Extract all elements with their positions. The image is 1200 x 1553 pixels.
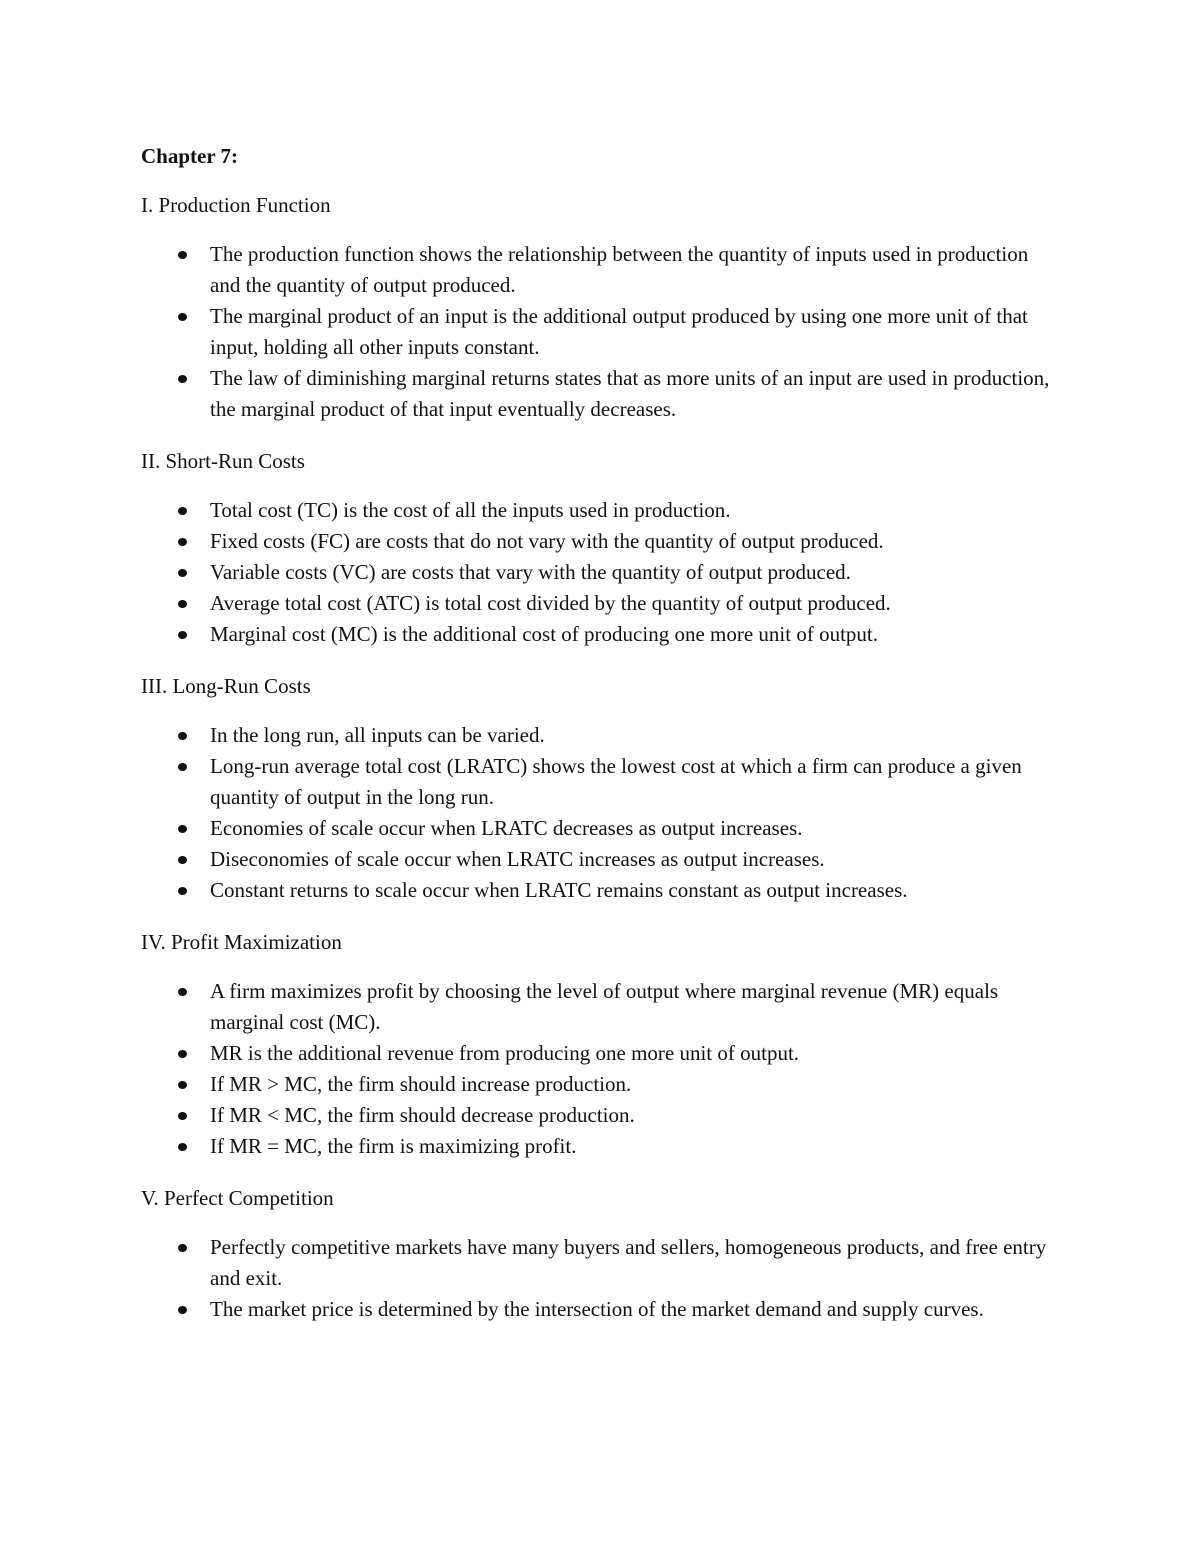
- bullet-item: Economies of scale occur when LRATC decreases as output increases.: [210, 813, 1060, 844]
- bullet-item: If MR > MC, the firm should increase production.: [210, 1069, 1060, 1100]
- bullet-item: The law of diminishing marginal returns states that as more units of an input are used in production, the marginal product of that input eventually decreases.: [210, 363, 1060, 425]
- section-heading: II. Short-Run Costs: [141, 449, 305, 473]
- bullet-item: Long-run average total cost (LRATC) shows the lowest cost at which a firm can produce a given quantity of output in the long run.: [210, 751, 1060, 813]
- bullet-item: Fixed costs (FC) are costs that do not vary with the quantity of output produced.: [210, 526, 1060, 557]
- section-heading: I. Production Function: [141, 193, 331, 217]
- bullet-item: Diseconomies of scale occur when LRATC increases as output increases.: [210, 844, 1060, 875]
- bullet-item: The market price is determined by the intersection of the market demand and supply curves.: [210, 1294, 1060, 1325]
- section-perfect-competition: [141, 1183, 1080, 1325]
- bullet-item: If MR < MC, the firm should decrease production.: [210, 1100, 1060, 1131]
- bullet-item: The production function shows the relationship between the quantity of inputs used in production and the quantity of output produced.: [210, 239, 1060, 301]
- bullet-list: [141, 1232, 1080, 1325]
- bullet-list: [141, 976, 1080, 1162]
- bullet-item: Constant returns to scale occur when LRATC remains constant as output increases.: [210, 875, 1060, 906]
- bullet-item: MR is the additional revenue from producing one more unit of output.: [210, 1038, 1060, 1069]
- section-heading: IV. Profit Maximization: [141, 930, 342, 954]
- section-production-function: [141, 190, 1080, 425]
- section-heading: V. Perfect Competition: [141, 1186, 334, 1210]
- section-short-run-costs: [141, 446, 1080, 650]
- bullet-item: In the long run, all inputs can be varied.: [210, 720, 1060, 751]
- bullet-item: A firm maximizes profit by choosing the level of output where marginal revenue (MR) equals marginal cost (MC).: [210, 976, 1060, 1038]
- bullet-list: [141, 720, 1080, 906]
- bullet-item: Average total cost (ATC) is total cost divided by the quantity of output produced.: [210, 588, 1060, 619]
- bullet-list: [141, 495, 1080, 650]
- bullet-item: Total cost (TC) is the cost of all the inputs used in production.: [210, 495, 1060, 526]
- bullet-item: Perfectly competitive markets have many buyers and sellers, homogeneous products, and free entry and exit.: [210, 1232, 1060, 1294]
- chapter-title: Chapter 7:: [141, 144, 239, 168]
- section-long-run-costs: [141, 671, 1080, 906]
- bullet-item: The marginal product of an input is the additional output produced by using one more unit of that input, holding all other inputs constant.: [210, 301, 1060, 363]
- bullet-item: If MR = MC, the firm is maximizing profit.: [210, 1131, 1060, 1162]
- bullet-list: [141, 239, 1080, 425]
- section-heading: III. Long-Run Costs: [141, 674, 311, 698]
- bullet-item: Marginal cost (MC) is the additional cost of producing one more unit of output.: [210, 619, 1060, 650]
- section-profit-maximization: [141, 927, 1080, 1162]
- bullet-item: Variable costs (VC) are costs that vary with the quantity of output produced.: [210, 557, 1060, 588]
